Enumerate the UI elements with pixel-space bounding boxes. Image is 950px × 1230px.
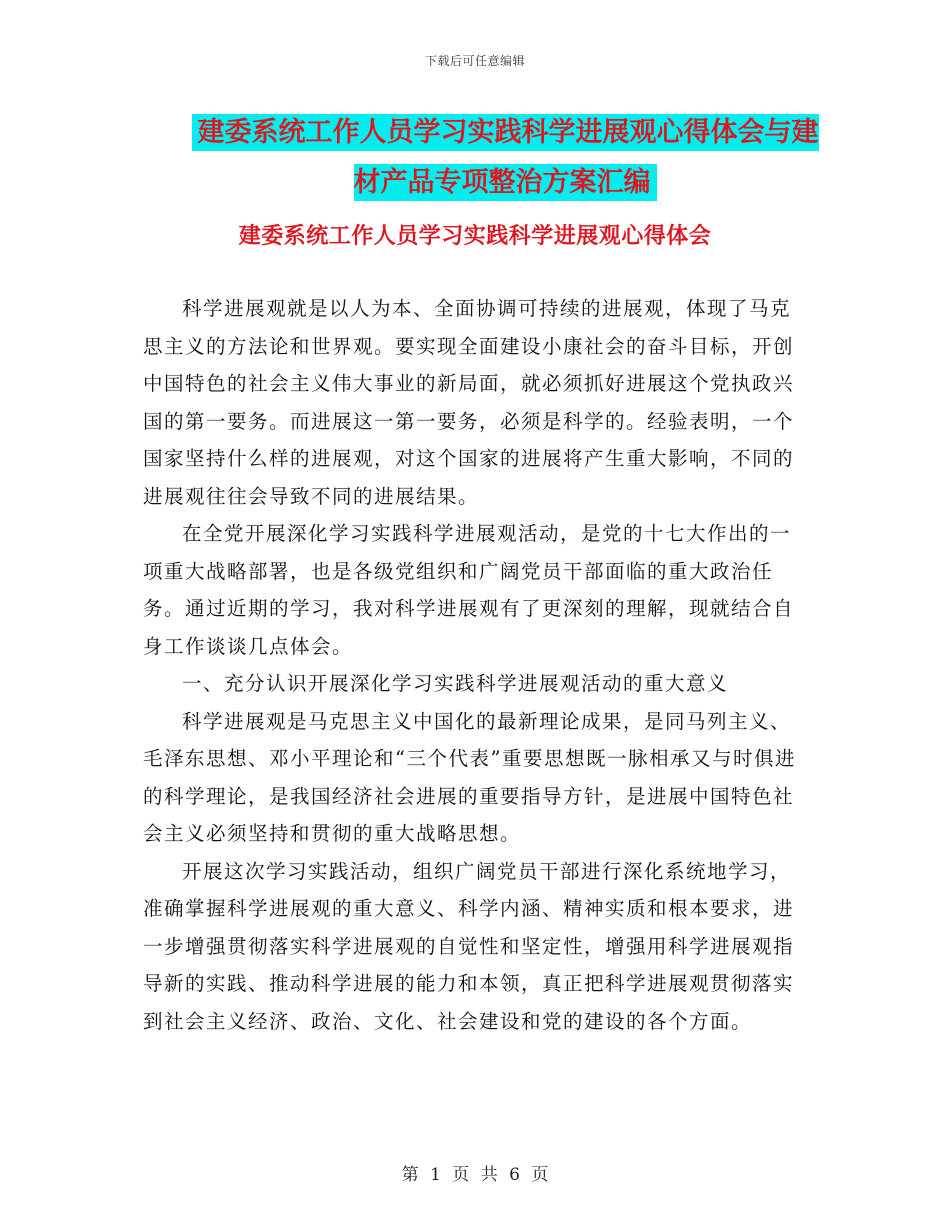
- paragraph-heading: 一、充分认识开展深化学习实践科学进展观活动的重大意义: [182, 672, 729, 695]
- document-title-text: 建委系统工作人员学习实践科学进展观心得体会与建材产品专项整治方案汇编: [192, 114, 819, 201]
- paragraph: 开展这次学习实践活动，组织广阔党员干部进行深化系统地学习，准确掌握科学进展观的重大意义、科学内涵、精神实质和根本要求，进一步增强贯彻落实科学进展观的自觉性和坚定性，增强用科学进展观指导新的实践、推动科学进展的能力和本领，真正把科学进展观贯彻落实到社会主义经济、政治、文化、社会建设和党的建设的各个方面。: [143, 859, 795, 1033]
- document-title: [185, 108, 825, 208]
- paragraph: 科学进展观就是以人为本、全面协调可持续的进展观，体现了马克思主义的方法论和世界观。要实现全面建设小康社会的奋斗目标，开创中国特色的社会主义伟大事业的新局面，就必须抓好进展这个党执政兴国的第一要务。而进展这一第一要务，必须是科学的。经验表明，一个国家坚持什么样的进展观，对这个国家的进展将产生重大影响，不同的进展观往往会导致不同的进展结果。: [143, 297, 795, 508]
- header-note: 下载后可任意编辑: [424, 54, 525, 68]
- paragraph: 在全党开展深化学习实践科学进展观活动，是党的十七大作出的一项重大战略部署，也是各级党组织和广阔党员干部面临的重大政治任务。通过近期的学习，我对科学进展观有了更深刻的理解，现就结合自身工作谈谈几点体会。: [143, 522, 795, 658]
- paragraph: 科学进展观是马克思主义中国化的最新理论成果，是同马列主义、毛泽东思想、邓小平理论和“三个代表”重要思想既一脉相承又与时俱进的科学理论，是我国经济社会进展的重要指导方针，是进展中国特色社会主义必须坚持和贯彻的重大战略思想。: [143, 709, 796, 845]
- body-text: [143, 290, 803, 1040]
- section-title: 建委系统工作人员学习实践科学进展观心得体会: [238, 224, 712, 249]
- page-footer: 第 1 页 共 6 页: [401, 1165, 549, 1185]
